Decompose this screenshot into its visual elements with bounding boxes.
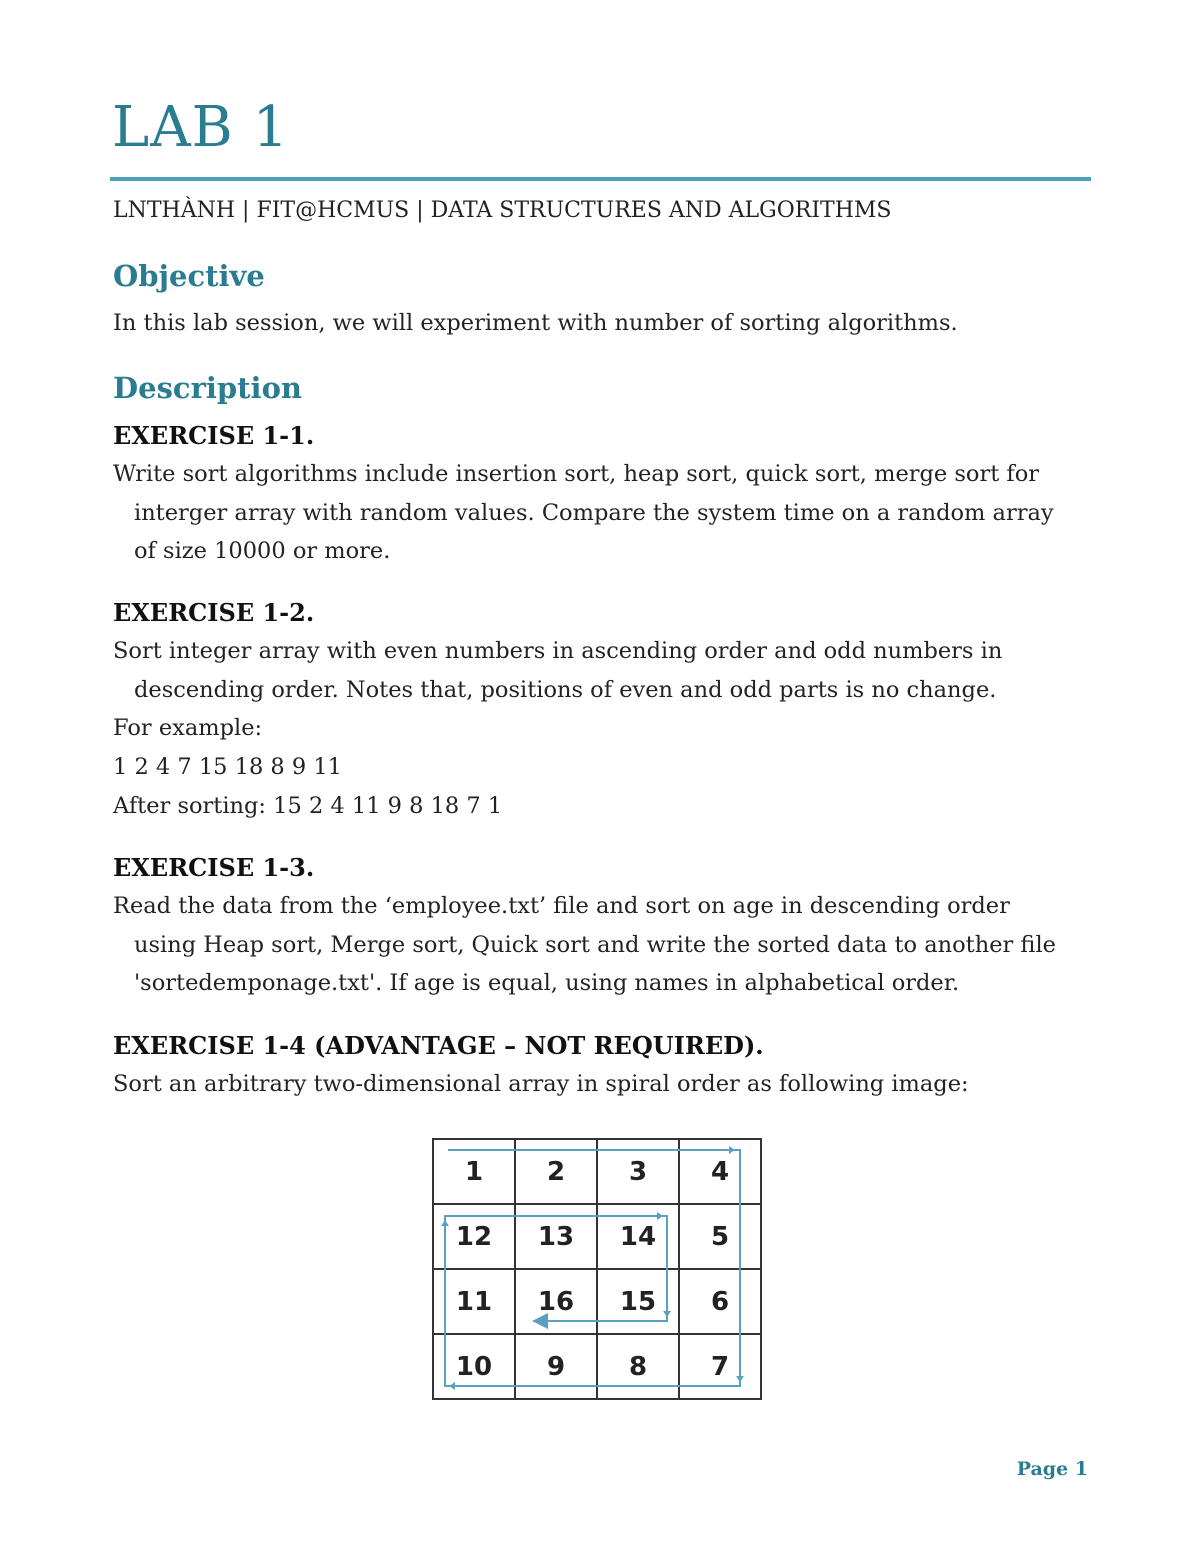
exercise-1-2-example-output: After sorting: 15 2 4 11 9 8 18 7 1 [113, 793, 503, 819]
grid-row [433, 1139, 761, 1204]
exercise-1-2-example-label: For example: [113, 715, 263, 741]
grid-cell: 9 [515, 1334, 597, 1399]
grid-cell: 7 [679, 1334, 761, 1399]
grid-cell: 13 [515, 1204, 597, 1269]
exercise-1-2-example-input: 1 2 4 7 15 18 8 9 11 [113, 754, 342, 780]
grid-cell: 6 [679, 1269, 761, 1334]
spiral-grid [432, 1138, 762, 1400]
objective-heading: Objective [113, 259, 265, 293]
description-heading: Description [113, 371, 302, 405]
exercise-1-4-heading: EXERCISE 1-4 (ADVANTAGE – NOT REQUIRED). [113, 1031, 764, 1060]
exercise-1-3-text: Read the data from the ‘employee.txt’ file and sort on age in descending order using Heap sort, Merge sort, Quick sort and write the sorted data to another file 'sortedemponage.txt'. If age is equal, using names in alphabetical order. [113, 893, 1056, 996]
exercise-1-2-text: Sort integer array with even numbers in ascending order and odd numbers in descending order. Notes that, positions of even and odd parts is no change. [113, 638, 1003, 703]
grid-cell: 2 [515, 1139, 597, 1204]
grid-cell: 11 [433, 1269, 515, 1334]
grid-row [433, 1334, 761, 1399]
objective-text: In this lab session, we will experiment with number of sorting algorithms. [113, 310, 958, 336]
title-divider [110, 177, 1091, 181]
grid-cell: 14 [597, 1204, 679, 1269]
grid-cell: 10 [433, 1334, 515, 1399]
document-title: LAB 1 [112, 95, 290, 160]
grid-row [433, 1204, 761, 1269]
grid-cell: 4 [679, 1139, 761, 1204]
grid-cell: 15 [597, 1269, 679, 1334]
exercise-1-4-text: Sort an arbitrary two-dimensional array in spiral order as following image: [113, 1071, 969, 1097]
grid-cell: 12 [433, 1204, 515, 1269]
spiral-order-figure [432, 1138, 762, 1400]
grid-cell: 3 [597, 1139, 679, 1204]
exercise-1-2-heading: EXERCISE 1-2. [113, 598, 315, 627]
grid-cell: 8 [597, 1334, 679, 1399]
document-subtitle: LNTHÀNH | FIT@HCMUS | DATA STRUCTURES AND ALGORITHMS [113, 198, 892, 223]
page-number: Page 1 [1016, 1458, 1088, 1480]
exercise-1-3-heading: EXERCISE 1-3. [113, 853, 315, 882]
grid-cell: 16 [515, 1269, 597, 1334]
exercise-1-1-heading: EXERCISE 1-1. [113, 421, 315, 450]
grid-cell: 1 [433, 1139, 515, 1204]
exercise-1-1-text: Write sort algorithms include insertion sort, heap sort, quick sort, merge sort for interger array with random values. Compare the system time on a random array of size 10000 or more. [113, 461, 1054, 564]
grid-cell: 5 [679, 1204, 761, 1269]
grid-row [433, 1269, 761, 1334]
